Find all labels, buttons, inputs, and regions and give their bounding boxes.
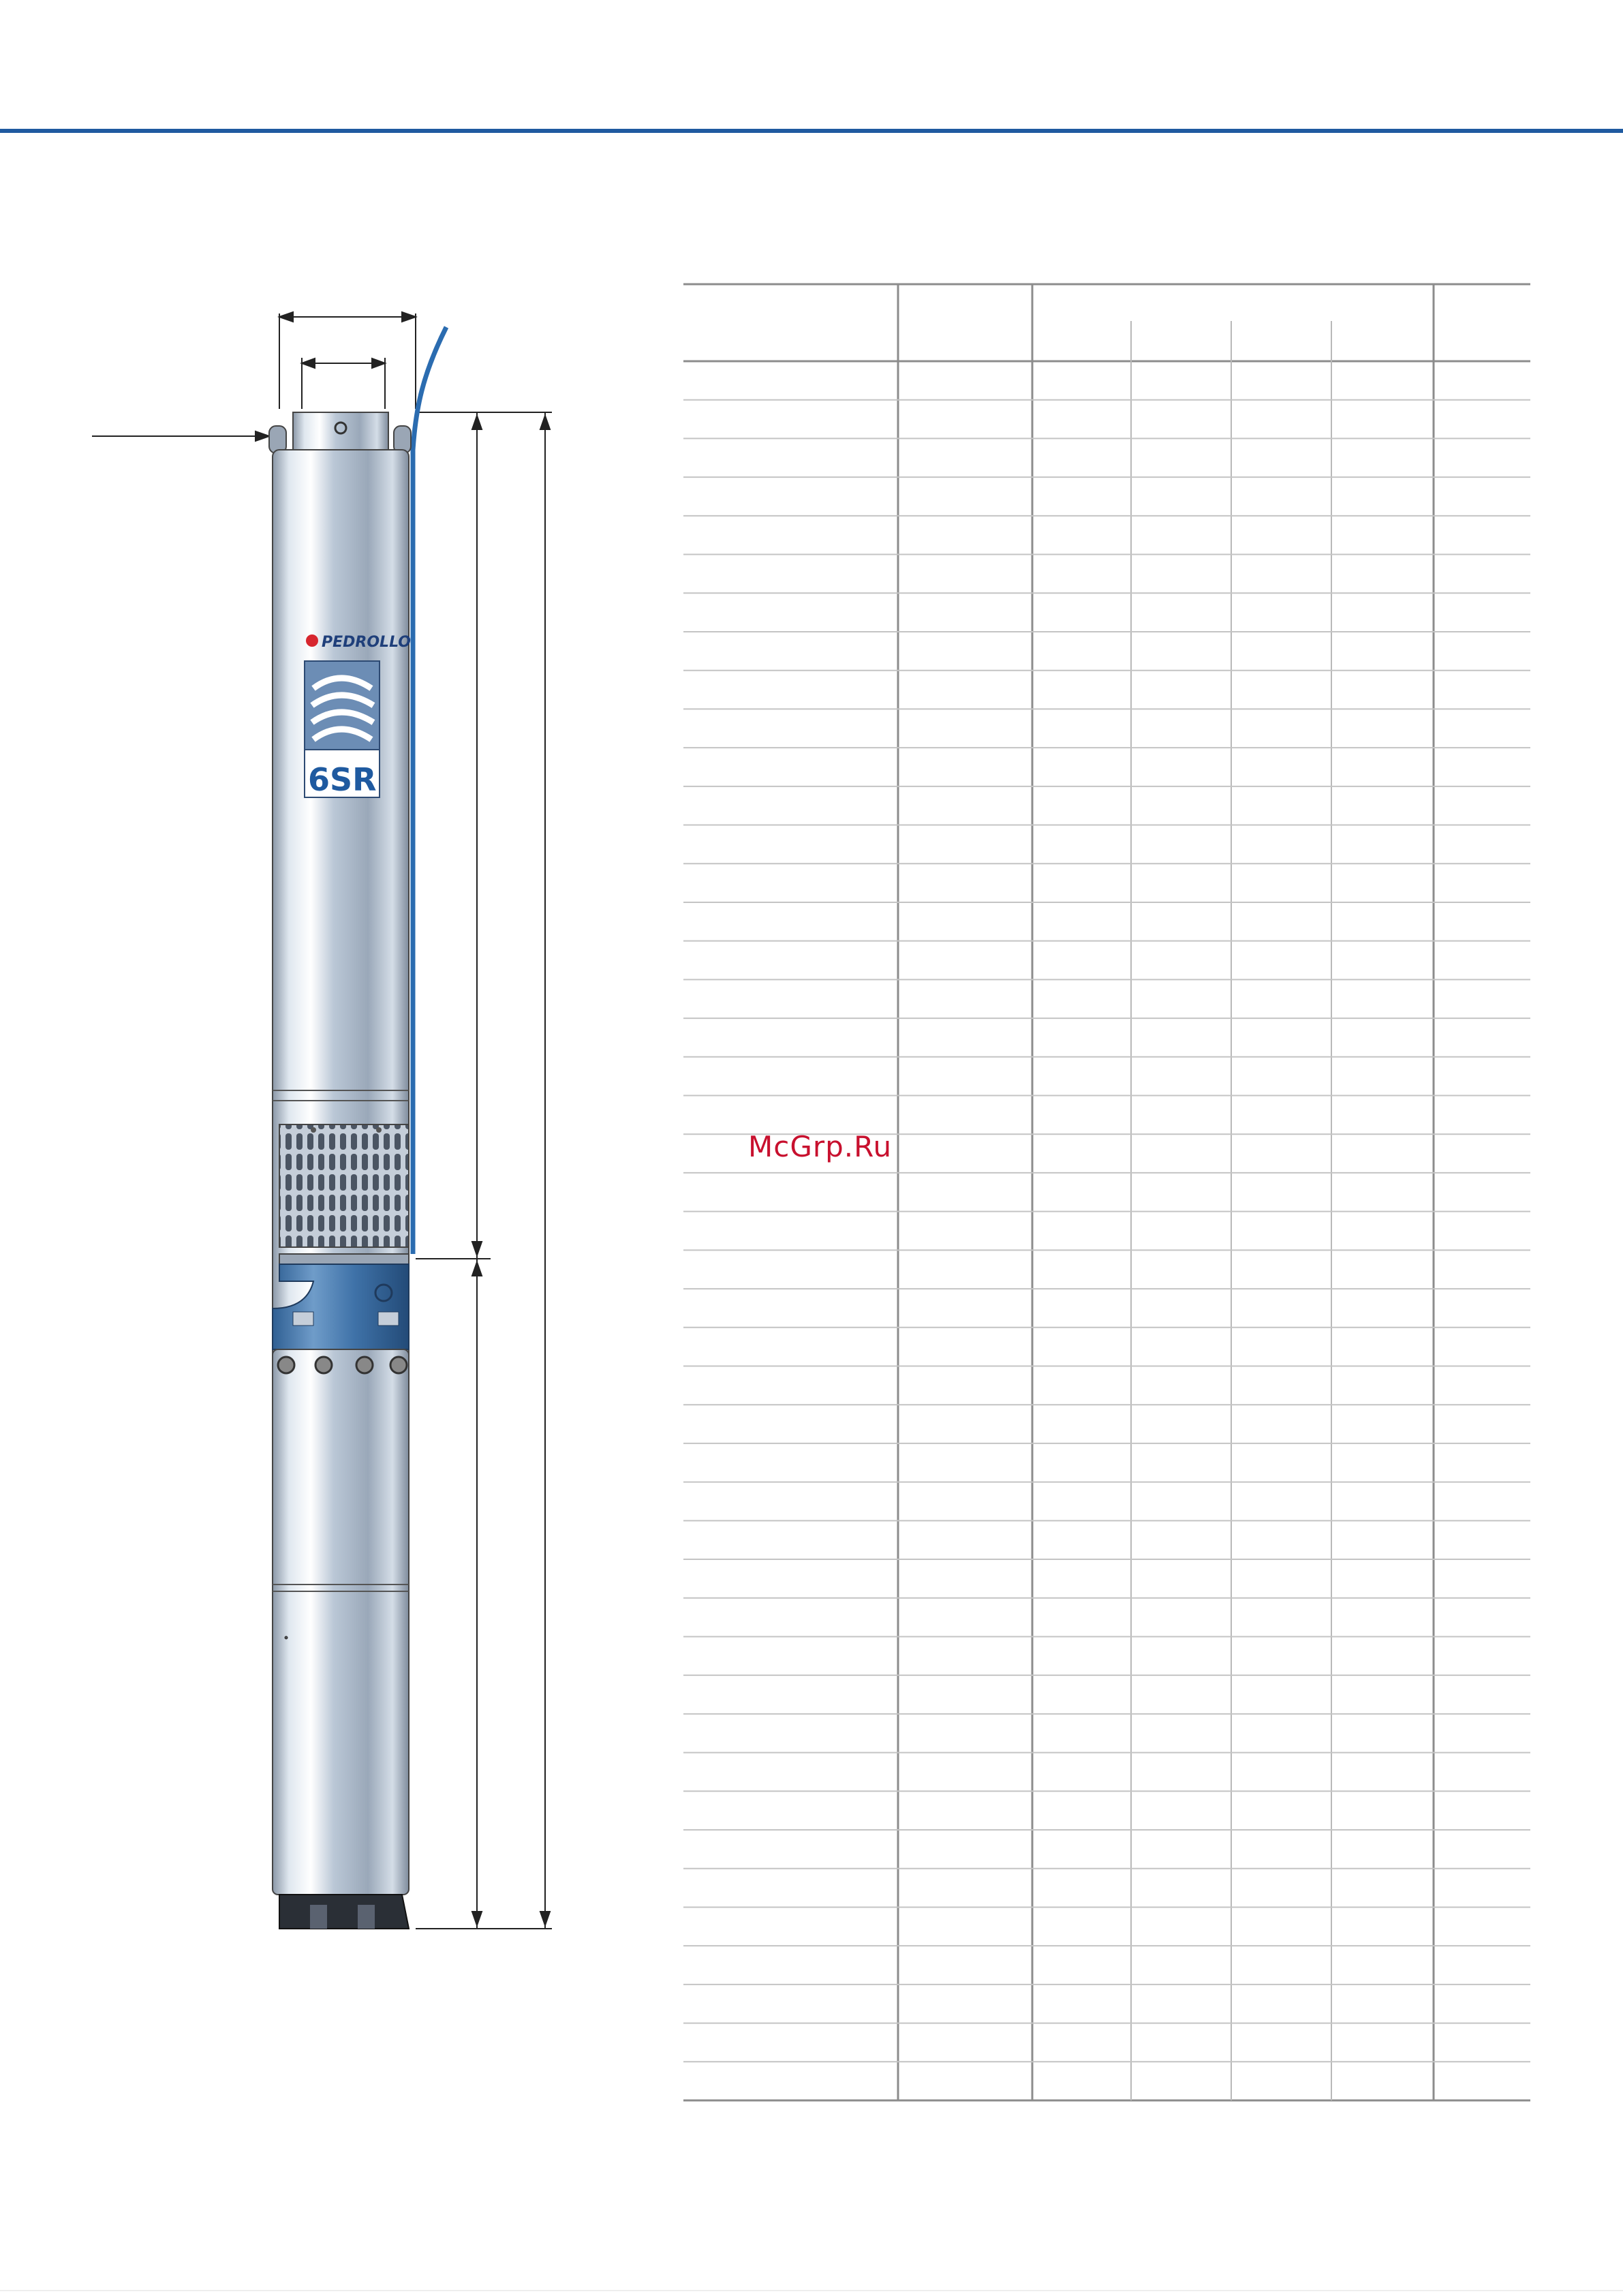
- intake-grille: [279, 1124, 409, 1247]
- power-cable: [413, 327, 446, 1254]
- bottom-strip: [0, 2290, 1623, 2291]
- brand-logo: PEDROLLO: [322, 634, 412, 651]
- motor-body: [273, 1349, 409, 1895]
- table-row-lines: [683, 400, 1530, 2062]
- motor-foot: [279, 1895, 409, 1929]
- pump-illustration: [0, 273, 613, 1949]
- model-badge: 6SR: [308, 761, 377, 798]
- watermark: McGrp.Ru: [748, 1130, 893, 1163]
- spec-table: [683, 283, 1532, 2109]
- top-rule: [0, 129, 1623, 133]
